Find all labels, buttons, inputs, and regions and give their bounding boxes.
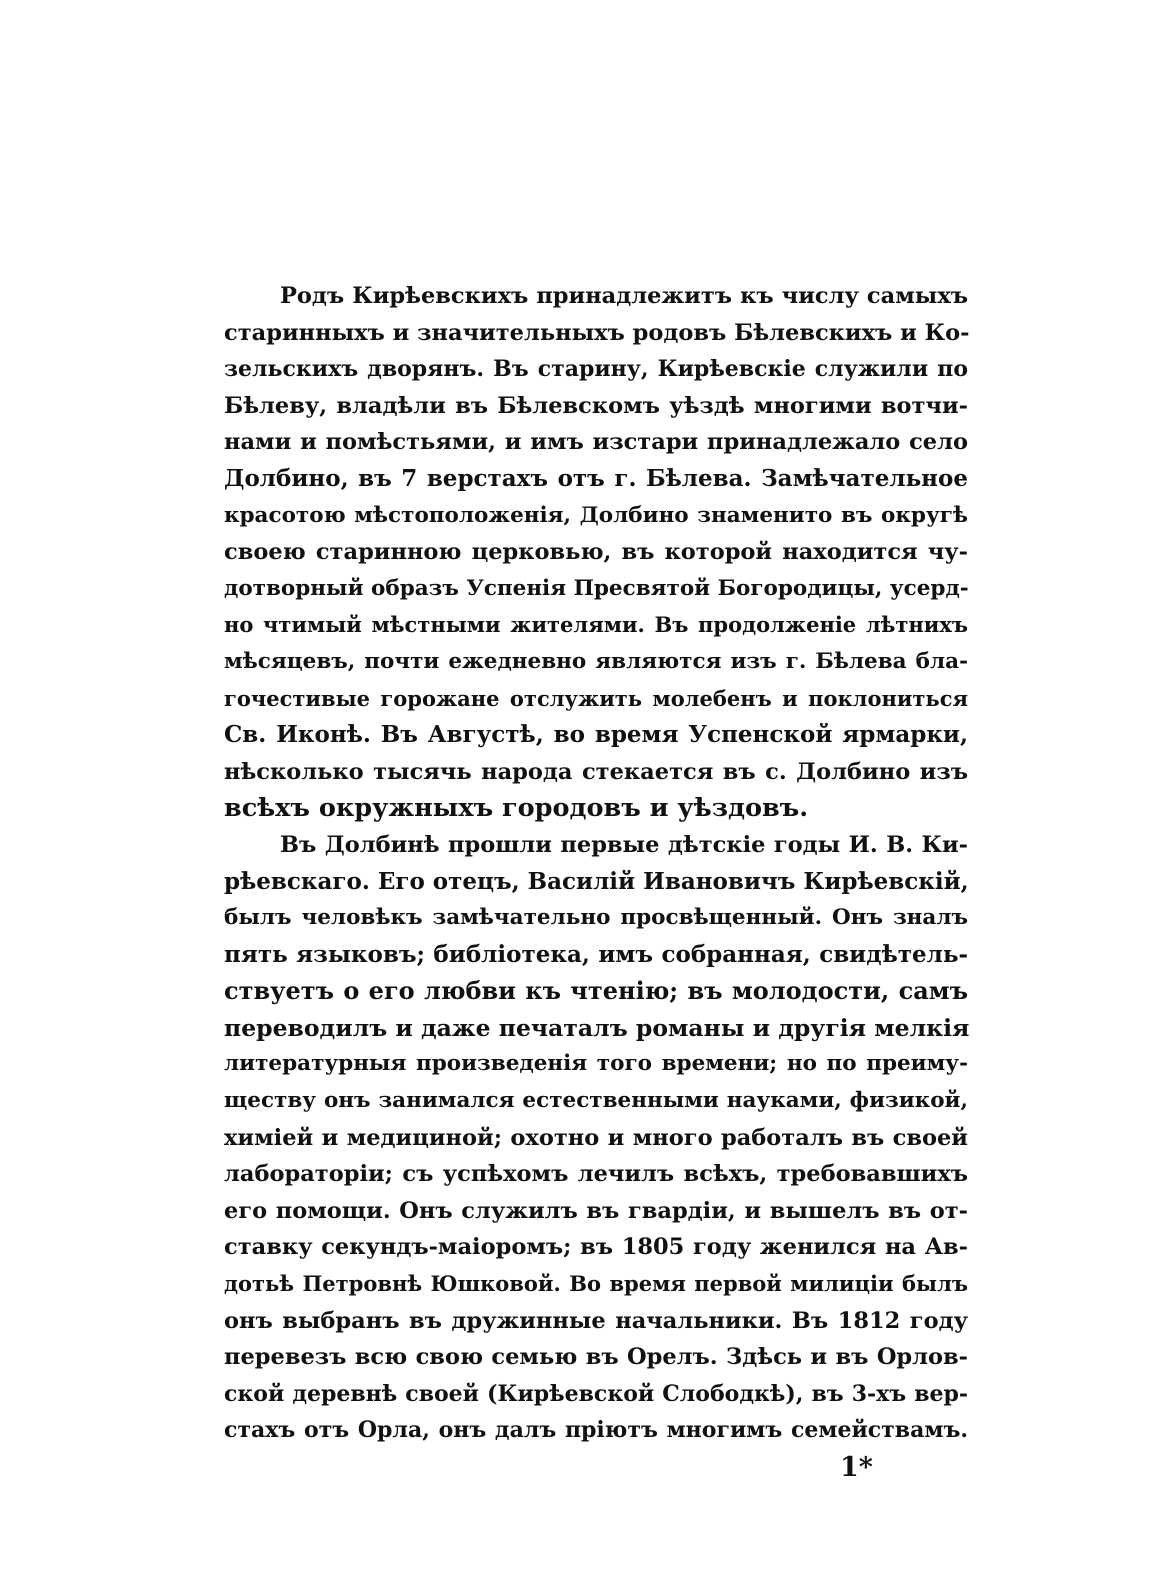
text-line: но чтимый мѣстными жителями. Въ продолженіе лѣтнихъ: [224, 612, 968, 638]
text-line: перевезъ всю свою семью въ Орелъ. Здѣсь и въ Орлов-: [224, 1344, 968, 1371]
text-line: рѣевскаго. Его отецъ, Василій Ивановичъ Кирѣевскій,: [224, 867, 969, 895]
text-line: стахъ отъ Орла, онъ далъ пріютъ многимъ семействамъ.: [224, 1417, 968, 1444]
text-line: пять языковъ; библіотека, имъ собранная, свидѣтель-: [224, 940, 968, 968]
text-line: его помощи. Онъ служилъ въ гвардіи, и вышелъ въ от-: [224, 1197, 968, 1224]
text-line: литературныя произведенія того времени; но по преиму-: [224, 1051, 968, 1077]
text-line: химіей и медициной; охотно и много работалъ въ своей: [224, 1124, 968, 1151]
text-line: Св. Иконѣ. Въ Августѣ, во время Успенской ярмарки,: [224, 721, 968, 749]
text-line: всѣхъ окружныхъ городовъ и уѣздовъ.: [224, 793, 809, 824]
paragraph-1: [224, 278, 968, 827]
text-line: Бѣлеву, владѣли въ Бѣлевскомъ уѣздѣ многими вотчи-: [224, 392, 968, 419]
text-line: старинныхъ и значительныхъ родовъ Бѣлевскихъ и Ко-: [224, 319, 970, 346]
text-line: ствуетъ о его любви къ чтенію; въ молодости, самъ: [224, 976, 968, 1006]
text-line: красотою мѣстоположенія, Долбино знаменито въ округѣ: [224, 502, 968, 528]
page-number: 1*: [840, 1452, 873, 1483]
text-line: гочестивые горожане отслужить молебенъ и поклониться: [224, 685, 968, 711]
text-line: онъ выбранъ въ дружинные начальники. Въ 1812 году: [224, 1307, 968, 1334]
text-line: ской деревнѣ своей (Кирѣевской Слободкѣ), въ 3-хъ вер-: [224, 1380, 968, 1407]
text-line: былъ человѣкъ замѣчательно просвѣщенный. Онъ зналъ: [224, 905, 968, 931]
text-line: лабораторіи; съ успѣхомъ лечилъ всѣхъ, требовавшихъ: [224, 1161, 968, 1188]
text-line: Въ Долбинѣ прошли первые дѣтскіе годы И. В. Ки-: [280, 831, 968, 858]
body-text: [224, 278, 968, 1449]
text-line: нѣсколько тысячь народа стекается въ с. Долбино изъ: [224, 758, 968, 785]
text-line: Родъ Кирѣевскихъ принадлежитъ къ числу самыхъ: [280, 283, 968, 309]
text-line: своею старинною церковью, въ которой находится чу-: [224, 539, 968, 566]
text-line: зельскихъ дворянъ. Въ старину, Кирѣевскіе служили по: [224, 356, 968, 383]
text-line: нами и помѣстьями, и имъ изстари принадлежало село: [224, 429, 968, 456]
text-line: переводилъ и даже печаталъ романы и другія мелкія: [224, 1013, 970, 1042]
paragraph-2: [224, 827, 968, 1449]
text-line: дотворный образъ Успенія Пресвятой Богородицы, усерд-: [224, 575, 969, 601]
text-line: мѣсяцевъ, почти ежедневно являются изъ г. Бѣлева бла-: [224, 648, 968, 674]
text-line: ставку секундъ-маіоромъ; въ 1805 году женился на Ав-: [224, 1234, 968, 1261]
text-line: ществу онъ занимался естественными науками, физикой,: [224, 1088, 968, 1114]
text-line: Долбино, въ 7 верстахъ отъ г. Бѣлева. Замѣчательное: [224, 464, 968, 492]
text-line: дотьѣ Петровнѣ Юшковой. Во время первой милиціи былъ: [224, 1271, 968, 1297]
